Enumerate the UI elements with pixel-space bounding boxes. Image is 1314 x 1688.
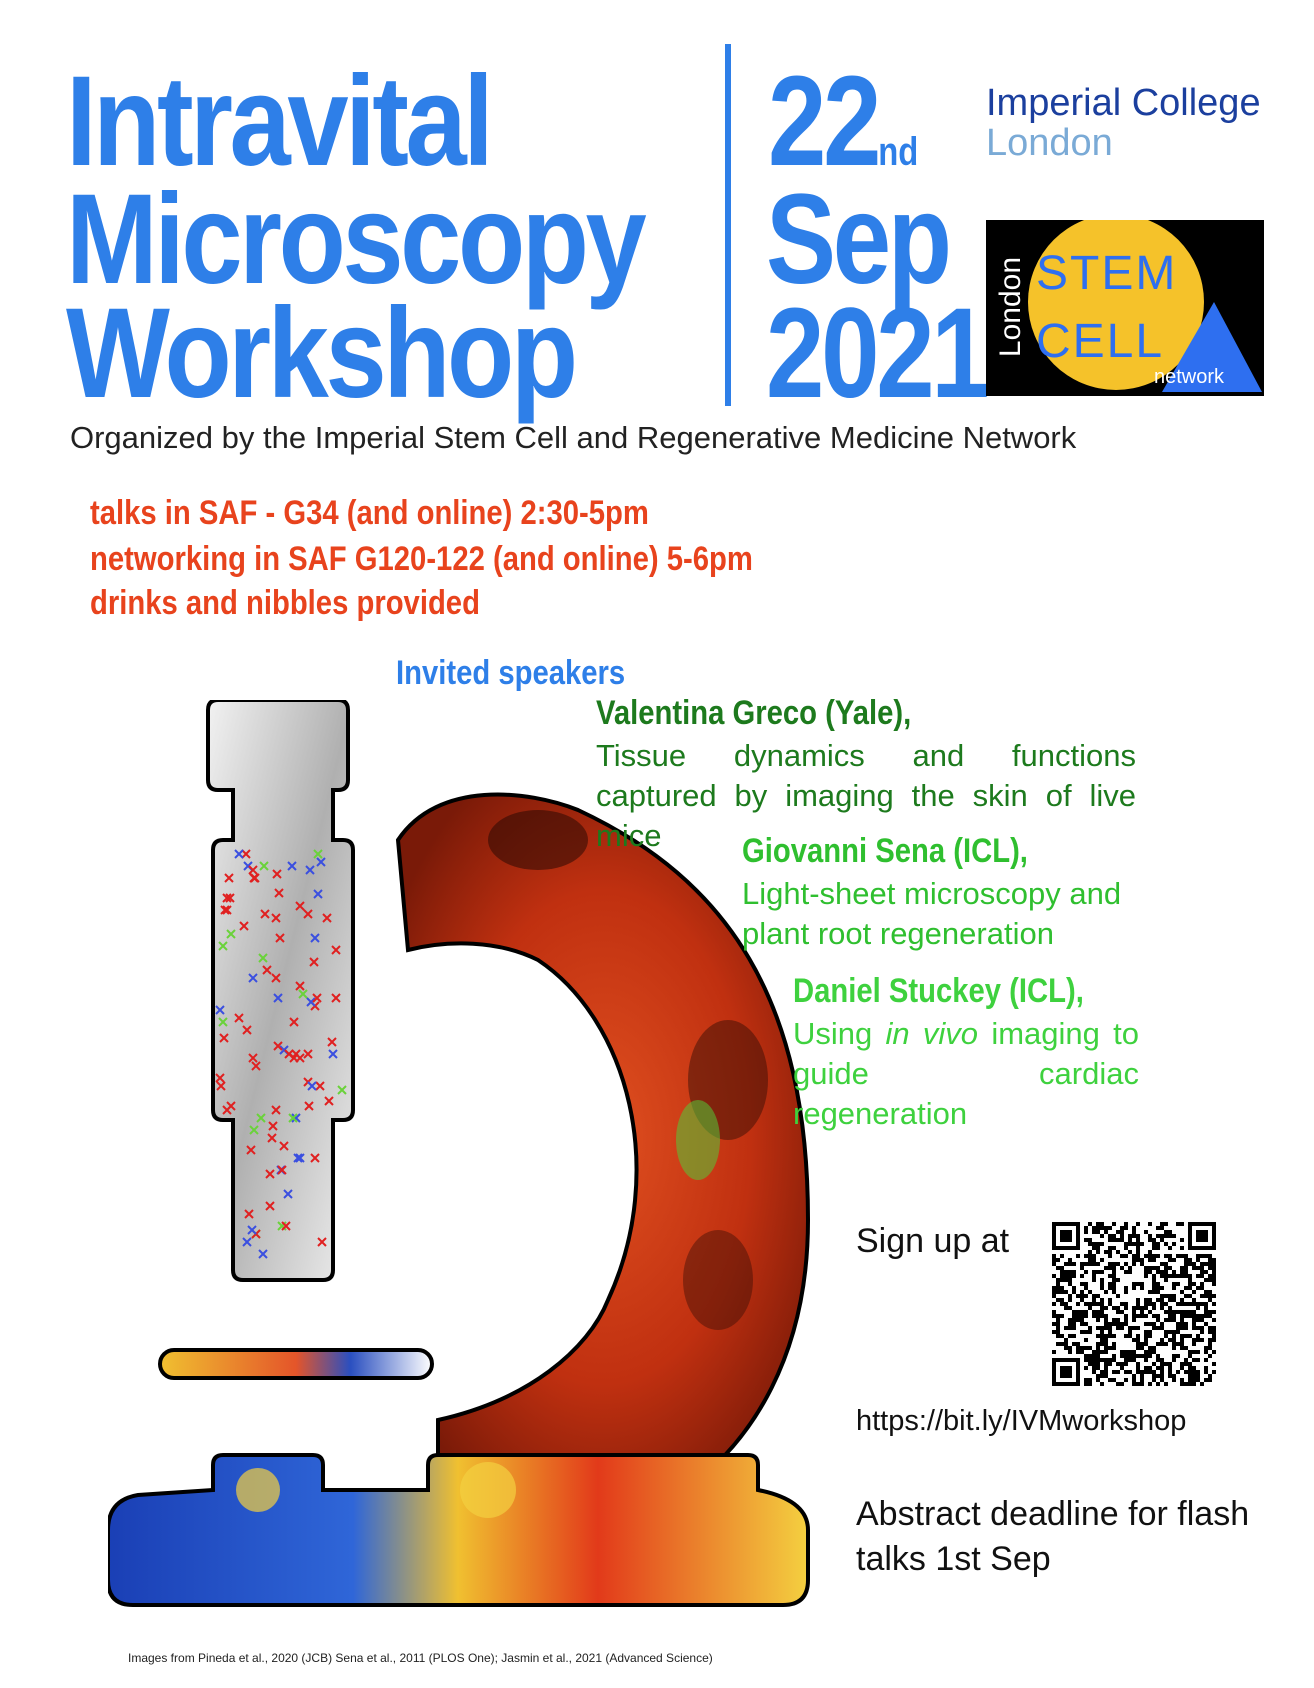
- speaker-3-talk: [793, 1014, 1139, 1134]
- logistics-drinks: drinks and nibbles provided: [90, 584, 480, 622]
- lscn-network: network: [1154, 366, 1225, 388]
- logistics-talks: talks in SAF - G34 (and online) 2:30-5pm: [90, 494, 649, 532]
- invited-speakers-heading: Invited speakers: [396, 654, 626, 692]
- title-divider: [725, 44, 731, 406]
- speaker-1-talk: Tissue dynamics and functions captured by imaging the skin of live mice: [596, 738, 1136, 853]
- lscn-logo: [986, 220, 1264, 396]
- qr-code-icon[interactable]: [1052, 1222, 1216, 1386]
- organizer-text: Organized by the Imperial Stem Cell and Regenerative Medicine Network: [70, 420, 1077, 455]
- speaker-1-name: Valentina Greco (Yale),: [596, 694, 912, 732]
- lscn-stem: STEM: [1036, 247, 1178, 300]
- imperial-logo-line1: Imperial College: [986, 82, 1261, 124]
- speaker-2-name: Giovanni Sena (ICL),: [742, 832, 1028, 870]
- title-line-3: Workshop: [66, 282, 575, 425]
- speaker-3-name: Daniel Stuckey (ICL),: [793, 972, 1084, 1010]
- lscn-cell: CELL: [1036, 315, 1165, 368]
- speaker-3-talk-before: Using: [793, 1016, 886, 1051]
- title-line-2: Microscopy: [66, 168, 644, 311]
- date-year: 2021: [766, 282, 987, 425]
- abstract-deadline: Abstract deadline for flash talks 1st Sep: [856, 1495, 1250, 1578]
- title-line-1: Intravital: [66, 50, 491, 193]
- signup-label: Sign up at: [856, 1222, 1010, 1260]
- speaker-3-talk-after: imaging to guide cardiac regeneration: [793, 1016, 1140, 1131]
- signup-url[interactable]: https://bit.ly/IVMworkshop: [856, 1405, 1187, 1437]
- image-credit: Images from Pineda et al., 2020 (JCB) Sena et al., 2011 (PLOS One); Jasmin et al., 2021 (Advanced Science): [128, 1651, 713, 1665]
- lscn-london: London: [994, 256, 1027, 358]
- speaker-3-talk-italic: in vivo: [885, 1016, 979, 1051]
- date-day: 22: [768, 50, 879, 193]
- logistics-networking: networking in SAF G120-122 (and online) 5-6pm: [90, 540, 753, 578]
- imperial-logo-line2: London: [986, 122, 1113, 164]
- speaker-2-talk: Light-sheet microscopy and plant root regeneration: [742, 876, 1122, 951]
- date-month: Sep: [766, 168, 949, 311]
- date-suffix: nd: [878, 130, 919, 174]
